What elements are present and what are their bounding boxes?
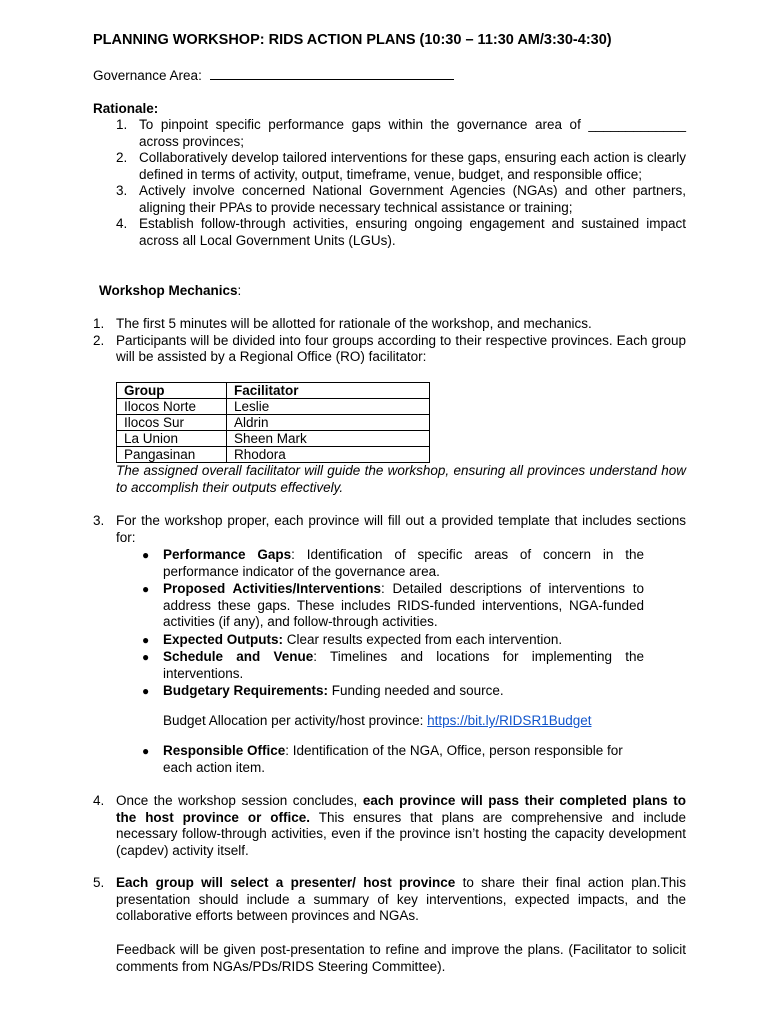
budget-allocation-line (163, 713, 591, 730)
bullet-icon: ● (142, 582, 150, 596)
mechanics-heading-colon: : (237, 283, 242, 298)
page-title: PLANNING WORKSHOP: RIDS ACTION PLANS (10:30 – 11:30 AM/3:30-4:30) (93, 32, 612, 48)
bullet-icon: ● (142, 632, 150, 647)
list-number: 3. (116, 183, 128, 198)
rationale-item (116, 117, 686, 150)
table-row (117, 447, 430, 463)
item4-post: This ensures that plans are comprehensive and include necessary follow-through activities, even if the province isn’t hosting the capacity development (capdev) activity itself. (116, 809, 686, 858)
rationale-heading: Rationale: (93, 101, 159, 116)
section-desc: Funding needed and source. (328, 683, 504, 698)
section-desc: : Detailed descriptions of interventions to address these gaps. These includes RIDS-funded interventions, NGA-funded activities (if any), and follow-through activities. (163, 581, 644, 629)
section-term: Schedule and Venue (163, 649, 314, 664)
governance-area-blank (210, 67, 454, 80)
table-cell: Ilocos Sur (117, 415, 227, 431)
list-number: 1. (116, 117, 128, 132)
bullet-icon: ● (142, 650, 150, 664)
list-item (142, 581, 644, 631)
item5-post: to share their final action plan.This presentation should include a summary of key interventions, expected impacts, and the collaborative efforts between provinces and NGAs. (116, 875, 686, 923)
list-number: 2. (116, 150, 128, 165)
list-number: 3. (93, 513, 105, 528)
bullet-icon: ● (142, 684, 150, 698)
section-desc: : Identification of specific areas of concern in the performance indicator of the governance area. (163, 547, 644, 579)
table-cell: Ilocos Norte (117, 399, 227, 415)
section-desc: Clear results expected from each intervention. (283, 631, 563, 647)
list-number: 4. (116, 216, 128, 231)
mechanics-item (93, 513, 686, 546)
bullet-icon: ● (142, 744, 150, 758)
mechanics-item (93, 793, 686, 859)
facilitator-table (116, 382, 430, 463)
table-cell: Leslie (227, 399, 430, 415)
budget-link[interactable]: https://bit.ly/RIDSR1Budget (427, 713, 592, 728)
rationale-item-text: Collaboratively develop tailored interventions for these gaps, ensuring each action is clearly defined in terms of activity, output, timeframe, venue, budget, and responsible office; (139, 150, 686, 182)
mechanics-item (93, 332, 686, 366)
rationale-item-text: To pinpoint specific performance gaps within the governance area of _____________ across provinces; (139, 117, 686, 149)
mechanics-item-text: The first 5 minutes will be allotted for rationale of the workshop, and mechanics. (116, 316, 592, 331)
mechanics-item-text: Participants will be divided into four groups according to their respective provinces. Each group will be assisted by a Regional Office (RO) facilitator: (116, 332, 686, 364)
mechanics-heading (99, 283, 241, 300)
section-term: Performance Gaps (163, 547, 292, 562)
table-cell: La Union (117, 431, 227, 447)
list-number: 5. (93, 875, 105, 890)
table-header-row (117, 383, 430, 399)
mechanics-item (93, 875, 686, 925)
rationale-item-text: Establish follow-through activities, ensuring ongoing engagement and sustained impact across all Local Government Units (LGUs). (139, 216, 686, 248)
item4-bold: each province will pass their completed plans to the host province or office. (116, 793, 686, 825)
table-cell: Pangasinan (117, 447, 227, 463)
item4-pre: Once the workshop session concludes, (116, 793, 363, 808)
table-cell: Sheen Mark (227, 431, 430, 447)
governance-area-line (93, 67, 454, 85)
rationale-item-text: Actively involve concerned National Government Agencies (NGAs) and other partners, aligning their PPAs to provide necessary technical assistance or training; (139, 183, 686, 215)
rationale-list (116, 117, 686, 249)
table-row (117, 415, 430, 431)
list-number: 1. (93, 316, 105, 331)
mechanics-list-item5 (93, 875, 686, 925)
table-cell: Rhodora (227, 447, 430, 463)
mechanics-list-top (93, 316, 686, 366)
table-cell: Aldrin (227, 415, 430, 431)
section-term: Budgetary Requirements: (163, 683, 329, 698)
list-number: 4. (93, 793, 105, 808)
list-item (142, 649, 644, 682)
table-header-cell: Facilitator (227, 383, 430, 399)
template-sections-list-cont (142, 743, 644, 776)
list-item (142, 547, 644, 580)
section-desc: : Timelines and locations for implementing the interventions. (163, 649, 644, 681)
rationale-item (116, 216, 686, 249)
governance-area-label: Governance Area: (93, 68, 202, 83)
section-term: Expected Outputs: (163, 631, 284, 647)
mechanics-list-template (93, 513, 686, 546)
section-term: Responsible Office (163, 743, 286, 758)
rationale-item (116, 150, 686, 183)
section-term: Proposed Activities/Interventions (163, 581, 382, 596)
mechanics-heading-text: Workshop Mechanics (99, 283, 238, 298)
mechanics-list-item4 (93, 793, 686, 859)
template-sections-list (142, 547, 644, 700)
table-row (117, 431, 430, 447)
section-desc: : Identification of the NGA, Office, person responsible for each action item. (163, 743, 623, 775)
budget-allocation-label: Budget Allocation per activity/host province: (163, 713, 428, 728)
list-number: 2. (93, 332, 105, 348)
table-header-cell: Group (117, 383, 227, 399)
list-item (142, 631, 644, 649)
table-row (117, 399, 430, 415)
mechanics-item (93, 316, 686, 333)
list-item (142, 743, 644, 776)
feedback-paragraph: Feedback will be given post-presentation to refine and improve the plans. (Facilitator to solicit comments from NGAs/PDs/RIDS Steering Committee). (116, 942, 686, 974)
list-item (142, 683, 644, 700)
bullet-icon: ● (142, 548, 150, 562)
table-note: The assigned overall facilitator will guide the workshop, ensuring all provinces understand how to accomplish their outputs effectively. (116, 463, 686, 495)
mechanics-item-text: For the workshop proper, each province will fill out a provided template that includes sections for: (116, 513, 686, 545)
item5-bold: Each group will select a presenter/ host province (116, 875, 456, 890)
rationale-item (116, 183, 686, 216)
